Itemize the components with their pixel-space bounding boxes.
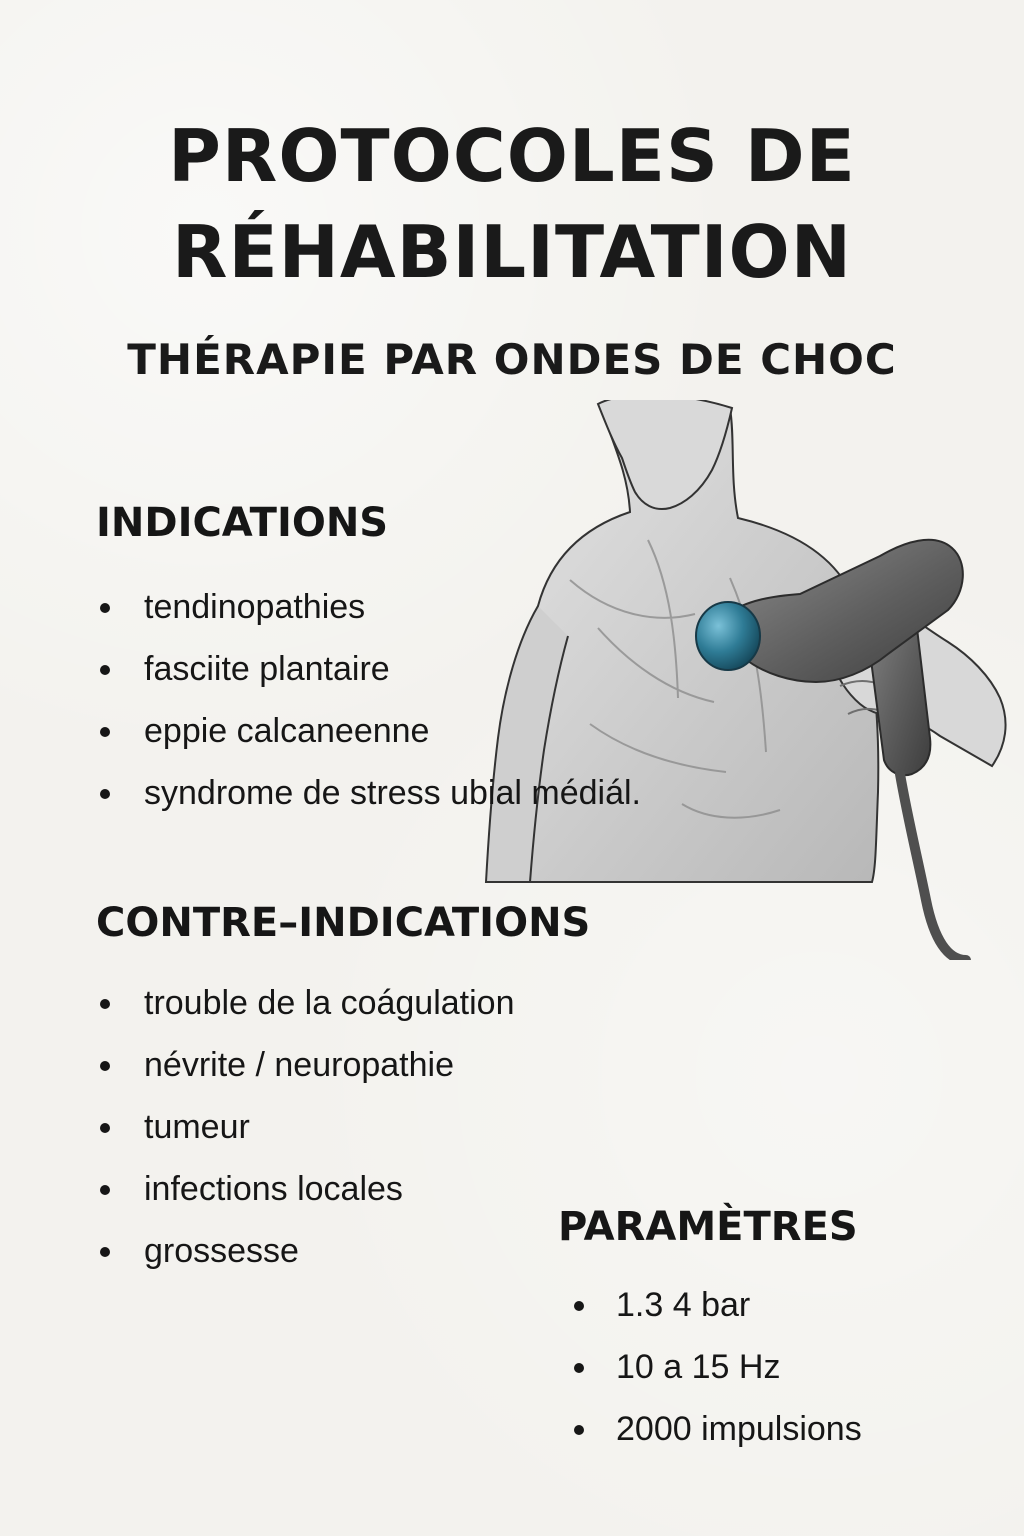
list-item: grossesse	[96, 1220, 716, 1282]
device-cable	[900, 774, 966, 960]
parametres-list	[558, 1274, 988, 1460]
title-line-2: RÉHABILITATION	[172, 210, 852, 294]
list-item: 2000 impulsions	[558, 1398, 988, 1460]
indications-list	[96, 576, 796, 824]
list-item: eppie calcaneenne	[96, 700, 796, 762]
contre-indications-heading: CONTRE–INDICATIONS	[96, 900, 591, 946]
indications-heading: INDICATIONS	[96, 500, 389, 546]
list-item: fasciite plantaire	[96, 638, 796, 700]
list-item: névrite / neuropathie	[96, 1034, 716, 1096]
list-item: 10 a 15 Hz	[558, 1336, 988, 1398]
title-line-1: PROTOCOLES DE	[168, 114, 856, 198]
list-item: infections locales	[96, 1158, 716, 1220]
list-item: tumeur	[96, 1096, 716, 1158]
parametres-heading: PARAMÈTRES	[558, 1204, 858, 1250]
list-item: trouble de la coágulation	[96, 972, 716, 1034]
list-item: 1.3 4 bar	[558, 1274, 988, 1336]
list-item: tendinopathies	[96, 576, 796, 638]
list-item: syndrome de stress ubial médiál.	[96, 762, 796, 824]
document-subtitle: THÉRAPIE PAR ONDES DE CHOC	[127, 335, 897, 384]
parametres-section	[558, 1202, 988, 1460]
document-title	[0, 108, 1024, 300]
indications-section	[96, 498, 796, 824]
